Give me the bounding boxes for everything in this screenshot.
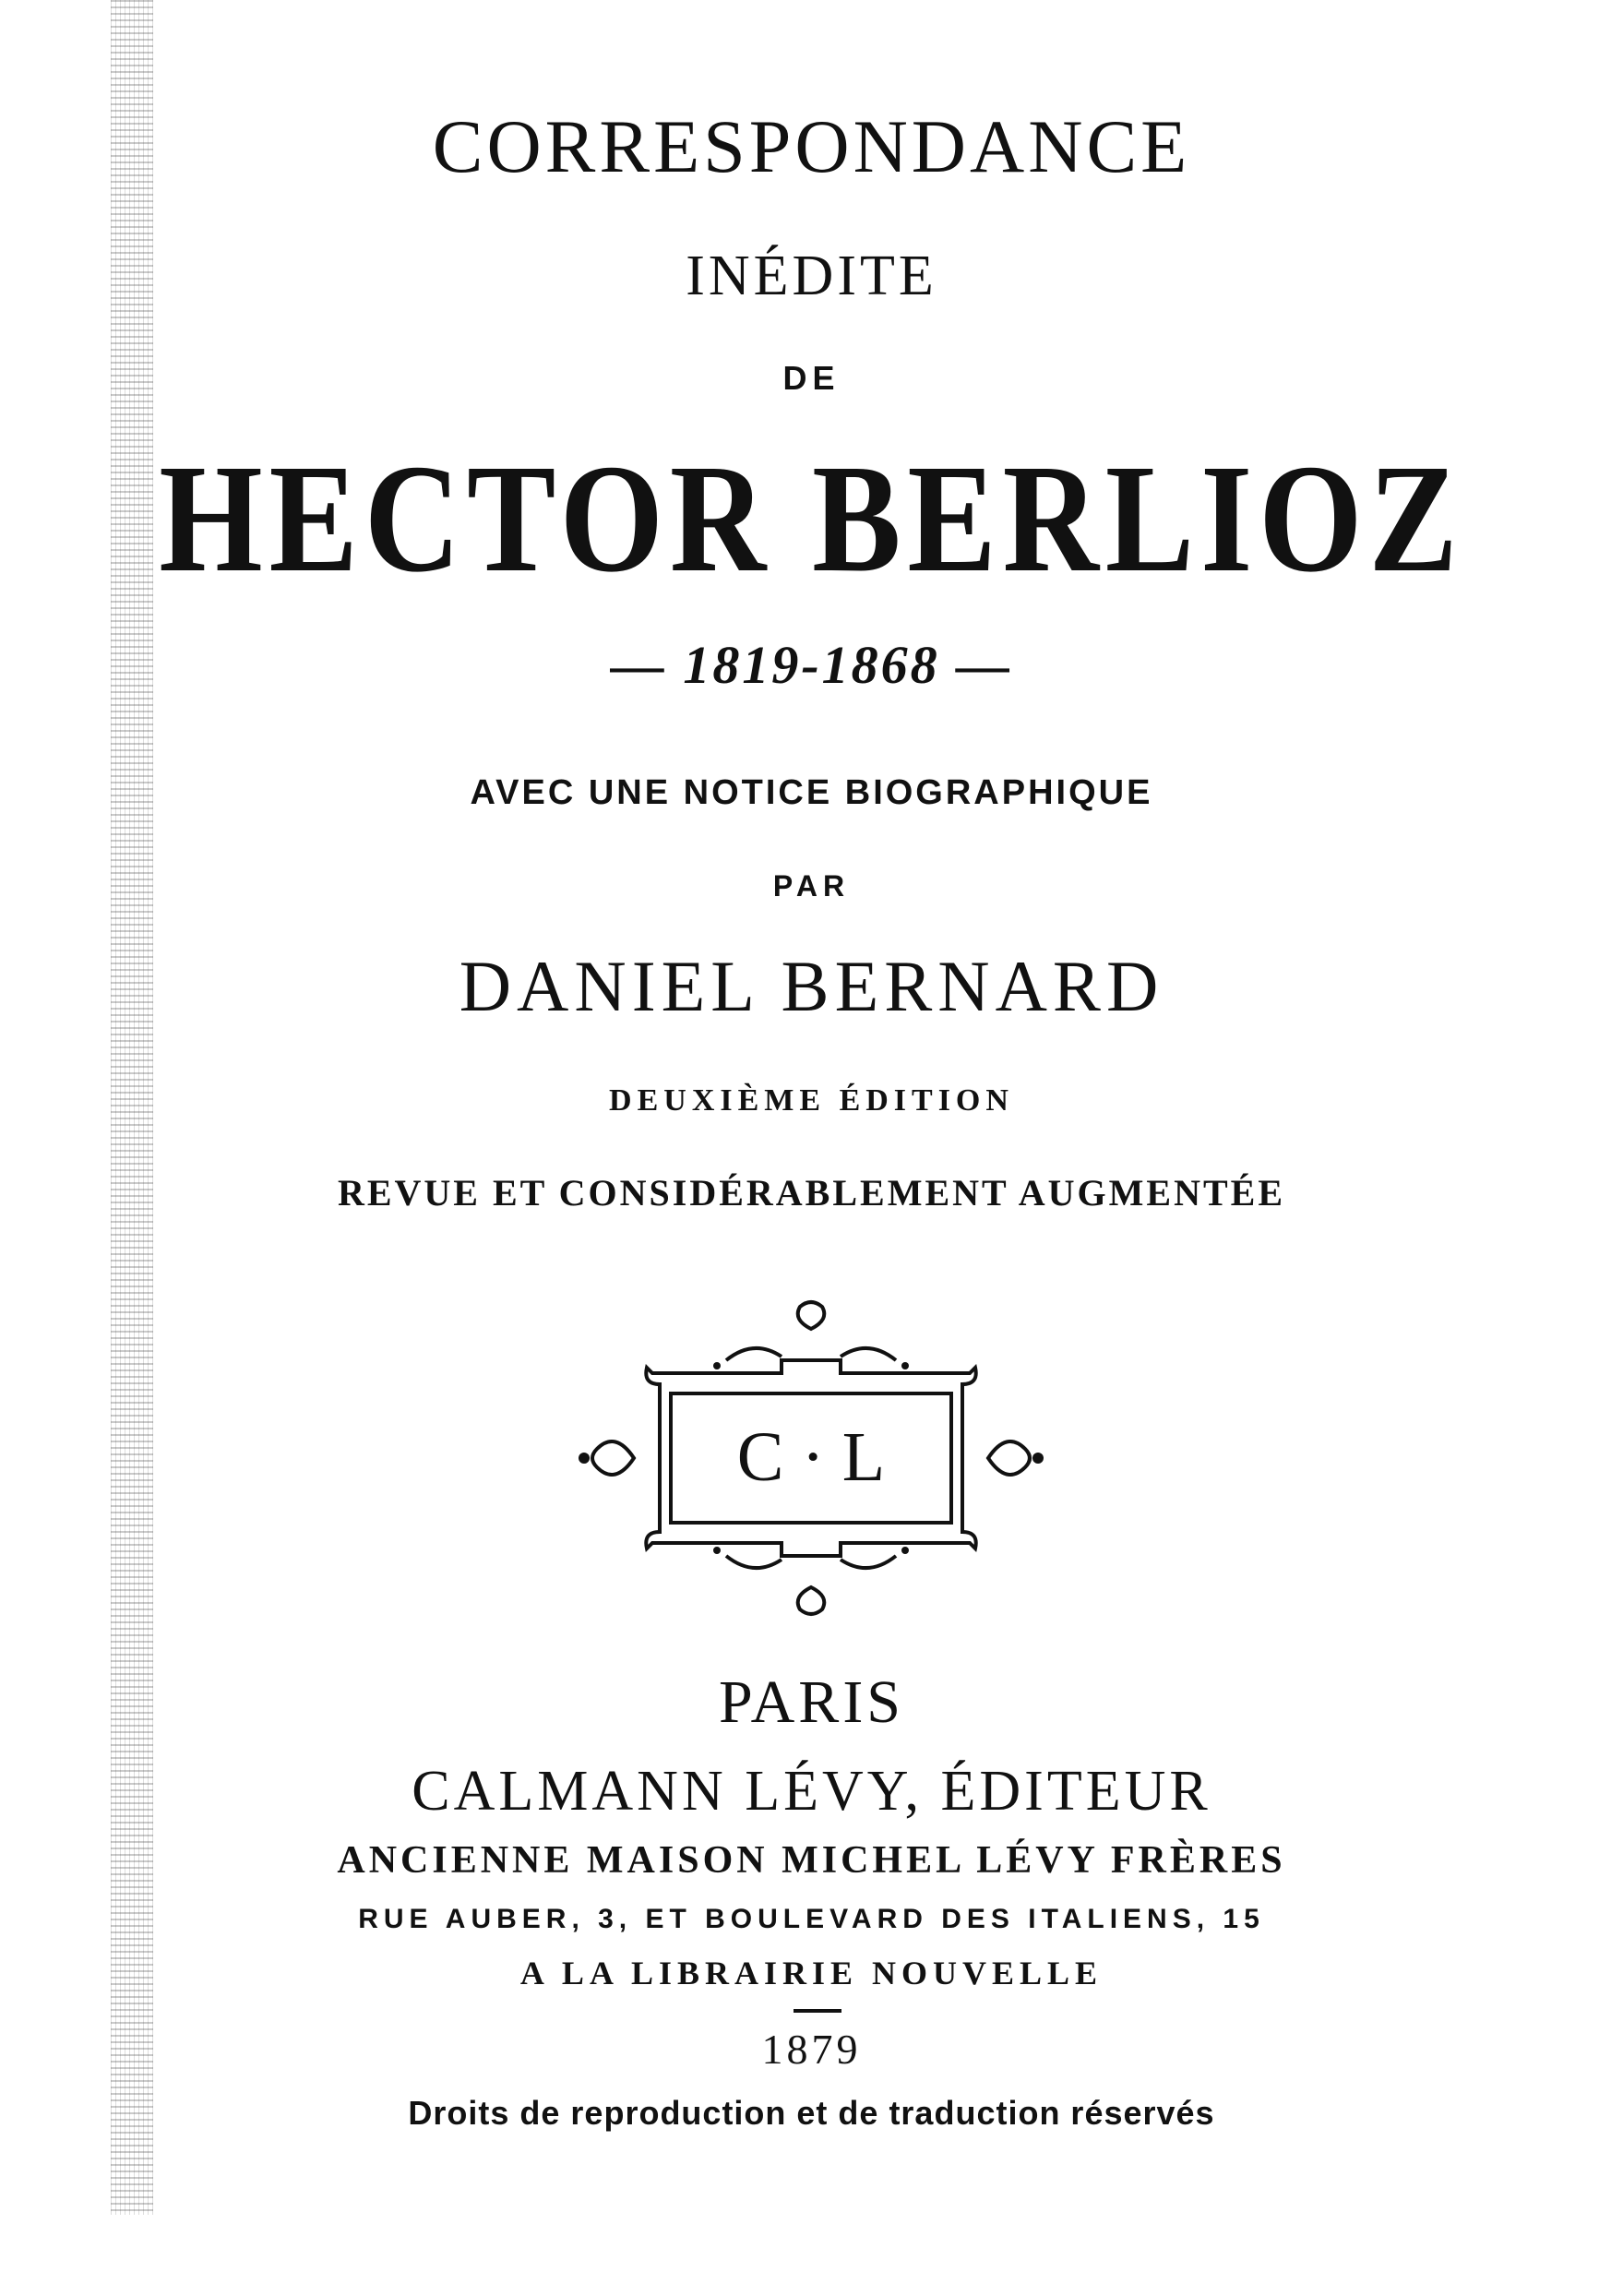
imprint-address: RUE AUBER, 3, ET BOULEVARD DES ITALIENS, 15	[358, 1904, 1265, 1934]
subtitle: AVEC UNE NOTICE BIOGRAPHIQUE	[470, 773, 1153, 812]
author-dates: — 1819-1868 —	[610, 635, 1013, 695]
editor-name: DANIEL BERNARD	[459, 946, 1164, 1026]
edition-label: DEUXIÈME ÉDITION	[609, 1083, 1014, 1118]
author-name: HECTOR BERLIOZ	[159, 433, 1464, 604]
imprint-year: 1879	[761, 2026, 862, 2073]
imprint-bookshop: A LA LIBRAIRIE NOUVELLE	[519, 1955, 1104, 1991]
par-label: PAR	[772, 869, 851, 903]
imprint-publisher: CALMANN LÉVY, ÉDITEUR	[412, 1760, 1211, 1823]
publisher-mark	[579, 1292, 1044, 1624]
rights-notice: Droits de reproduction et de traduction réservés	[408, 2094, 1215, 2132]
title-line-3: DE	[782, 359, 841, 397]
divider-rule	[794, 2009, 841, 2013]
publisher-monogram: C · L	[736, 1418, 886, 1496]
imprint-city: PARIS	[718, 1668, 905, 1736]
title-line-1: CORRESPONDANCE	[432, 104, 1191, 188]
revision-label: REVUE ET CONSIDÉRABLEMENT AUGMENTÉE	[337, 1172, 1286, 1214]
imprint-house: ANCIENNE MAISON MICHEL LÉVY FRÈRES	[337, 1839, 1286, 1882]
title-line-2: INÉDITE	[686, 245, 937, 307]
